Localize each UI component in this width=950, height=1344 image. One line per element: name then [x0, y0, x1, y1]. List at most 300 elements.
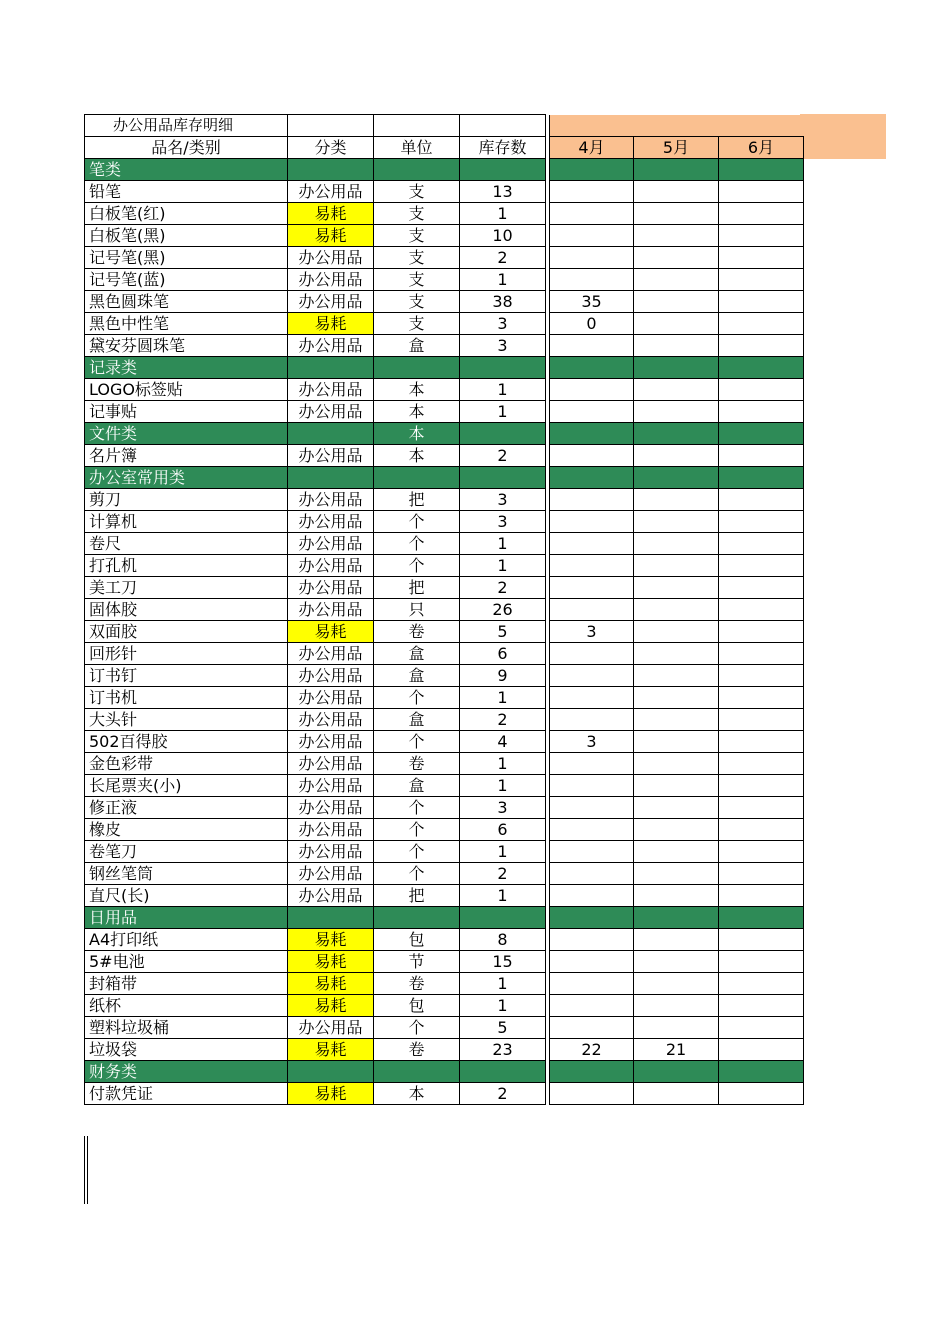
cell-month-4[interactable] — [550, 203, 634, 225]
cell-name[interactable]: 黑色中性笔 — [85, 313, 288, 335]
cell-month-6[interactable] — [719, 379, 804, 401]
cell-stock[interactable]: 2 — [460, 577, 546, 599]
cell-month-6[interactable] — [719, 357, 804, 379]
cell-stock[interactable]: 5 — [460, 621, 546, 643]
cell-category[interactable]: 易耗 — [288, 203, 374, 225]
cell-category[interactable]: 办公用品 — [288, 841, 374, 863]
cell-category[interactable] — [288, 159, 374, 181]
cell-category[interactable]: 办公用品 — [288, 511, 374, 533]
title-cell-category[interactable] — [288, 115, 374, 137]
cell-month-6[interactable] — [719, 643, 804, 665]
cell-month-6[interactable] — [719, 599, 804, 621]
cell-stock[interactable] — [460, 1061, 546, 1083]
cell-category[interactable]: 办公用品 — [288, 555, 374, 577]
cell-name[interactable]: A4打印纸 — [85, 929, 288, 951]
cell-name[interactable]: 封箱带 — [85, 973, 288, 995]
cell-month-5[interactable] — [634, 863, 719, 885]
cell-stock[interactable]: 1 — [460, 555, 546, 577]
cell-month-5[interactable] — [634, 907, 719, 929]
cell-unit[interactable]: 卷 — [374, 753, 460, 775]
cell-month-6[interactable] — [719, 313, 804, 335]
cell-category[interactable]: 办公用品 — [288, 599, 374, 621]
cell-month-5[interactable] — [634, 819, 719, 841]
cell-category[interactable]: 办公用品 — [288, 643, 374, 665]
cell-month-6[interactable] — [719, 841, 804, 863]
cell-month-5[interactable]: 21 — [634, 1039, 719, 1061]
cell-month-4[interactable] — [550, 555, 634, 577]
cell-unit[interactable]: 支 — [374, 269, 460, 291]
cell-month-6[interactable] — [719, 269, 804, 291]
cell-category[interactable] — [288, 357, 374, 379]
cell-name[interactable]: 美工刀 — [85, 577, 288, 599]
cell-month-5[interactable] — [634, 643, 719, 665]
cell-month-5[interactable] — [634, 379, 719, 401]
cell-category[interactable]: 办公用品 — [288, 709, 374, 731]
cell-month-5[interactable] — [634, 335, 719, 357]
cell-unit[interactable]: 支 — [374, 225, 460, 247]
cell-month-6[interactable] — [719, 489, 804, 511]
cell-name[interactable]: 剪刀 — [85, 489, 288, 511]
cell-month-5[interactable] — [634, 885, 719, 907]
cell-month-5[interactable] — [634, 467, 719, 489]
title-cell-stock[interactable] — [460, 115, 546, 137]
cell-name[interactable]: 金色彩带 — [85, 753, 288, 775]
cell-month-6[interactable] — [719, 401, 804, 423]
cell-name[interactable]: 订书机 — [85, 687, 288, 709]
cell-name[interactable]: 长尾票夹(小) — [85, 775, 288, 797]
cell-category[interactable]: 办公用品 — [288, 731, 374, 753]
cell-month-5[interactable] — [634, 401, 719, 423]
cell-month-4[interactable] — [550, 511, 634, 533]
cell-month-6[interactable] — [719, 1039, 804, 1061]
cell-unit[interactable]: 盒 — [374, 335, 460, 357]
cell-month-4[interactable]: 3 — [550, 731, 634, 753]
cell-month-4[interactable] — [550, 599, 634, 621]
cell-unit[interactable] — [374, 159, 460, 181]
cell-month-4[interactable] — [550, 753, 634, 775]
cell-month-4[interactable] — [550, 775, 634, 797]
cell-name[interactable]: 铅笔 — [85, 181, 288, 203]
cell-unit[interactable]: 个 — [374, 819, 460, 841]
cell-month-6[interactable] — [719, 445, 804, 467]
cell-month-5[interactable] — [634, 973, 719, 995]
cell-stock[interactable] — [460, 159, 546, 181]
cell-month-6[interactable] — [719, 665, 804, 687]
cell-name[interactable]: 垃圾袋 — [85, 1039, 288, 1061]
cell-stock[interactable] — [460, 423, 546, 445]
cell-month-5[interactable] — [634, 313, 719, 335]
cell-unit[interactable]: 节 — [374, 951, 460, 973]
cell-month-5[interactable] — [634, 1017, 719, 1039]
cell-stock[interactable]: 1 — [460, 533, 546, 555]
cell-category[interactable] — [288, 467, 374, 489]
cell-category[interactable]: 办公用品 — [288, 181, 374, 203]
cell-month-5[interactable] — [634, 753, 719, 775]
cell-unit[interactable]: 个 — [374, 731, 460, 753]
cell-unit[interactable]: 把 — [374, 577, 460, 599]
cell-month-4[interactable] — [550, 973, 634, 995]
cell-month-5[interactable] — [634, 203, 719, 225]
cell-name[interactable]: 记事贴 — [85, 401, 288, 423]
cell-name[interactable]: 记号笔(黑) — [85, 247, 288, 269]
cell-month-5[interactable] — [634, 731, 719, 753]
cell-category[interactable]: 易耗 — [288, 951, 374, 973]
cell-month-5[interactable] — [634, 445, 719, 467]
cell-month-6[interactable] — [719, 533, 804, 555]
cell-month-5[interactable] — [634, 489, 719, 511]
cell-month-6[interactable] — [719, 709, 804, 731]
cell-category[interactable]: 易耗 — [288, 1083, 374, 1105]
cell-month-4[interactable] — [550, 907, 634, 929]
cell-name[interactable]: 卷尺 — [85, 533, 288, 555]
cell-month-4[interactable] — [550, 401, 634, 423]
cell-name[interactable]: 双面胶 — [85, 621, 288, 643]
cell-unit[interactable]: 本 — [374, 445, 460, 467]
cell-name[interactable]: 5#电池 — [85, 951, 288, 973]
cell-unit[interactable]: 支 — [374, 313, 460, 335]
cell-month-4[interactable] — [550, 247, 634, 269]
cell-name[interactable]: 文件类 — [85, 423, 288, 445]
cell-unit[interactable]: 盒 — [374, 709, 460, 731]
cell-category[interactable]: 易耗 — [288, 929, 374, 951]
cell-unit[interactable]: 个 — [374, 797, 460, 819]
cell-unit[interactable]: 把 — [374, 489, 460, 511]
cell-name[interactable]: 订书钉 — [85, 665, 288, 687]
cell-category[interactable] — [288, 907, 374, 929]
cell-unit[interactable]: 卷 — [374, 973, 460, 995]
cell-category[interactable]: 办公用品 — [288, 819, 374, 841]
cell-unit[interactable]: 盒 — [374, 643, 460, 665]
cell-month-4[interactable] — [550, 643, 634, 665]
cell-unit[interactable]: 本 — [374, 1083, 460, 1105]
cell-category[interactable]: 易耗 — [288, 225, 374, 247]
cell-category[interactable]: 办公用品 — [288, 1017, 374, 1039]
cell-name[interactable]: 办公室常用类 — [85, 467, 288, 489]
cell-unit[interactable]: 盒 — [374, 775, 460, 797]
cell-name[interactable]: 财务类 — [85, 1061, 288, 1083]
cell-name[interactable]: 付款凭证 — [85, 1083, 288, 1105]
cell-stock[interactable]: 2 — [460, 709, 546, 731]
cell-category[interactable]: 办公用品 — [288, 775, 374, 797]
cell-category[interactable] — [288, 1061, 374, 1083]
cell-month-5[interactable] — [634, 247, 719, 269]
cell-month-4[interactable] — [550, 1061, 634, 1083]
cell-category[interactable]: 办公用品 — [288, 665, 374, 687]
cell-month-5[interactable] — [634, 533, 719, 555]
cell-month-6[interactable] — [719, 621, 804, 643]
cell-category[interactable]: 易耗 — [288, 313, 374, 335]
cell-category[interactable]: 办公用品 — [288, 291, 374, 313]
cell-month-4[interactable] — [550, 819, 634, 841]
cell-stock[interactable]: 1 — [460, 401, 546, 423]
cell-unit[interactable]: 个 — [374, 511, 460, 533]
cell-stock[interactable] — [460, 907, 546, 929]
cell-name[interactable]: 白板笔(黑) — [85, 225, 288, 247]
cell-name[interactable]: 纸杯 — [85, 995, 288, 1017]
title-cell-unit[interactable] — [374, 115, 460, 137]
cell-month-6[interactable] — [719, 1061, 804, 1083]
cell-unit[interactable]: 卷 — [374, 1039, 460, 1061]
cell-month-5[interactable] — [634, 797, 719, 819]
cell-stock[interactable]: 1 — [460, 753, 546, 775]
cell-stock[interactable]: 3 — [460, 797, 546, 819]
cell-month-6[interactable] — [719, 159, 804, 181]
cell-month-4[interactable] — [550, 665, 634, 687]
cell-month-6[interactable] — [719, 973, 804, 995]
cell-month-4[interactable] — [550, 797, 634, 819]
cell-category[interactable]: 办公用品 — [288, 489, 374, 511]
cell-month-5[interactable] — [634, 511, 719, 533]
cell-stock[interactable]: 1 — [460, 973, 546, 995]
cell-stock[interactable] — [460, 467, 546, 489]
cell-name[interactable]: 502百得胶 — [85, 731, 288, 753]
cell-month-5[interactable] — [634, 775, 719, 797]
cell-month-6[interactable] — [719, 555, 804, 577]
cell-month-5[interactable] — [634, 687, 719, 709]
cell-category[interactable] — [288, 423, 374, 445]
cell-month-5[interactable] — [634, 577, 719, 599]
cell-category[interactable]: 办公用品 — [288, 687, 374, 709]
cell-name[interactable]: 记号笔(蓝) — [85, 269, 288, 291]
cell-stock[interactable]: 13 — [460, 181, 546, 203]
cell-month-6[interactable] — [719, 247, 804, 269]
cell-month-6[interactable] — [719, 577, 804, 599]
cell-month-6[interactable] — [719, 511, 804, 533]
cell-month-6[interactable] — [719, 687, 804, 709]
cell-name[interactable]: LOGO标签贴 — [85, 379, 288, 401]
cell-month-4[interactable]: 3 — [550, 621, 634, 643]
cell-stock[interactable]: 1 — [460, 203, 546, 225]
cell-category[interactable]: 办公用品 — [288, 379, 374, 401]
cell-name[interactable]: 橡皮 — [85, 819, 288, 841]
cell-name[interactable]: 黑色圆珠笔 — [85, 291, 288, 313]
cell-name[interactable]: 钢丝笔筒 — [85, 863, 288, 885]
cell-month-5[interactable] — [634, 841, 719, 863]
cell-month-4[interactable] — [550, 357, 634, 379]
cell-stock[interactable]: 1 — [460, 775, 546, 797]
cell-category[interactable]: 办公用品 — [288, 753, 374, 775]
cell-month-4[interactable] — [550, 423, 634, 445]
cell-unit[interactable]: 卷 — [374, 621, 460, 643]
cell-unit[interactable]: 支 — [374, 247, 460, 269]
cell-month-4[interactable] — [550, 1083, 634, 1105]
cell-month-6[interactable] — [719, 995, 804, 1017]
cell-stock[interactable]: 26 — [460, 599, 546, 621]
cell-category[interactable]: 办公用品 — [288, 445, 374, 467]
cell-month-6[interactable] — [719, 203, 804, 225]
cell-unit[interactable]: 支 — [374, 181, 460, 203]
cell-category[interactable]: 办公用品 — [288, 797, 374, 819]
cell-month-6[interactable] — [719, 1083, 804, 1105]
cell-month-5[interactable] — [634, 291, 719, 313]
cell-month-6[interactable] — [719, 1017, 804, 1039]
cell-month-4[interactable] — [550, 181, 634, 203]
cell-category[interactable]: 易耗 — [288, 621, 374, 643]
cell-stock[interactable] — [460, 357, 546, 379]
cell-name[interactable]: 记录类 — [85, 357, 288, 379]
cell-category[interactable]: 办公用品 — [288, 885, 374, 907]
cell-unit[interactable]: 把 — [374, 885, 460, 907]
cell-month-4[interactable] — [550, 269, 634, 291]
cell-unit[interactable]: 个 — [374, 863, 460, 885]
cell-month-4[interactable] — [550, 379, 634, 401]
cell-month-4[interactable] — [550, 929, 634, 951]
cell-month-5[interactable] — [634, 555, 719, 577]
cell-category[interactable]: 易耗 — [288, 995, 374, 1017]
cell-unit[interactable] — [374, 357, 460, 379]
cell-month-6[interactable] — [719, 225, 804, 247]
cell-unit[interactable]: 包 — [374, 995, 460, 1017]
cell-name[interactable]: 黛安芬圆珠笔 — [85, 335, 288, 357]
cell-unit[interactable] — [374, 467, 460, 489]
cell-name[interactable]: 打孔机 — [85, 555, 288, 577]
cell-stock[interactable]: 1 — [460, 841, 546, 863]
cell-unit[interactable]: 个 — [374, 687, 460, 709]
cell-month-5[interactable] — [634, 995, 719, 1017]
cell-month-4[interactable]: 35 — [550, 291, 634, 313]
cell-category[interactable]: 办公用品 — [288, 401, 374, 423]
cell-month-6[interactable] — [719, 467, 804, 489]
cell-name[interactable]: 回形针 — [85, 643, 288, 665]
cell-name[interactable]: 大头针 — [85, 709, 288, 731]
cell-month-5[interactable] — [634, 929, 719, 951]
cell-month-4[interactable] — [550, 995, 634, 1017]
cell-stock[interactable]: 1 — [460, 379, 546, 401]
cell-name[interactable]: 修正液 — [85, 797, 288, 819]
cell-unit[interactable]: 支 — [374, 291, 460, 313]
cell-month-4[interactable] — [550, 335, 634, 357]
cell-month-4[interactable] — [550, 687, 634, 709]
cell-month-4[interactable] — [550, 863, 634, 885]
cell-month-4[interactable] — [550, 159, 634, 181]
cell-month-5[interactable] — [634, 1061, 719, 1083]
cell-unit[interactable]: 本 — [374, 379, 460, 401]
cell-category[interactable]: 办公用品 — [288, 577, 374, 599]
cell-name[interactable]: 卷笔刀 — [85, 841, 288, 863]
cell-unit[interactable]: 本 — [374, 423, 460, 445]
cell-name[interactable]: 笔类 — [85, 159, 288, 181]
cell-stock[interactable]: 9 — [460, 665, 546, 687]
cell-month-6[interactable] — [719, 929, 804, 951]
cell-name[interactable]: 塑料垃圾桶 — [85, 1017, 288, 1039]
cell-name[interactable]: 直尺(长) — [85, 885, 288, 907]
cell-unit[interactable]: 个 — [374, 841, 460, 863]
cell-month-5[interactable] — [634, 621, 719, 643]
cell-stock[interactable]: 8 — [460, 929, 546, 951]
cell-month-6[interactable] — [719, 753, 804, 775]
cell-stock[interactable]: 3 — [460, 313, 546, 335]
cell-month-5[interactable] — [634, 1083, 719, 1105]
cell-unit[interactable]: 个 — [374, 1017, 460, 1039]
cell-month-6[interactable] — [719, 291, 804, 313]
cell-month-6[interactable] — [719, 335, 804, 357]
cell-stock[interactable]: 6 — [460, 819, 546, 841]
cell-month-4[interactable] — [550, 489, 634, 511]
cell-stock[interactable]: 1 — [460, 885, 546, 907]
cell-month-6[interactable] — [719, 797, 804, 819]
cell-unit[interactable] — [374, 1061, 460, 1083]
cell-month-5[interactable] — [634, 269, 719, 291]
cell-month-6[interactable] — [719, 775, 804, 797]
cell-stock[interactable]: 6 — [460, 643, 546, 665]
cell-month-5[interactable] — [634, 423, 719, 445]
cell-month-4[interactable] — [550, 577, 634, 599]
cell-unit[interactable]: 个 — [374, 555, 460, 577]
cell-month-6[interactable] — [719, 885, 804, 907]
cell-month-4[interactable] — [550, 533, 634, 555]
cell-stock[interactable]: 3 — [460, 511, 546, 533]
cell-month-4[interactable] — [550, 885, 634, 907]
cell-month-6[interactable] — [719, 181, 804, 203]
cell-name[interactable]: 计算机 — [85, 511, 288, 533]
cell-category[interactable]: 易耗 — [288, 1039, 374, 1061]
cell-month-4[interactable] — [550, 467, 634, 489]
cell-stock[interactable]: 1 — [460, 995, 546, 1017]
cell-category[interactable]: 办公用品 — [288, 247, 374, 269]
cell-stock[interactable]: 10 — [460, 225, 546, 247]
cell-unit[interactable]: 个 — [374, 533, 460, 555]
cell-unit[interactable]: 支 — [374, 203, 460, 225]
cell-stock[interactable]: 15 — [460, 951, 546, 973]
cell-category[interactable]: 办公用品 — [288, 269, 374, 291]
cell-category[interactable]: 办公用品 — [288, 335, 374, 357]
cell-stock[interactable]: 3 — [460, 489, 546, 511]
cell-month-5[interactable] — [634, 665, 719, 687]
cell-stock[interactable]: 38 — [460, 291, 546, 313]
cell-unit[interactable]: 盒 — [374, 665, 460, 687]
cell-month-5[interactable] — [634, 709, 719, 731]
cell-name[interactable]: 名片簿 — [85, 445, 288, 467]
cell-month-5[interactable] — [634, 181, 719, 203]
cell-stock[interactable]: 5 — [460, 1017, 546, 1039]
cell-stock[interactable]: 1 — [460, 687, 546, 709]
cell-month-4[interactable] — [550, 1017, 634, 1039]
cell-unit[interactable]: 包 — [374, 929, 460, 951]
cell-category[interactable]: 易耗 — [288, 973, 374, 995]
cell-month-6[interactable] — [719, 951, 804, 973]
cell-unit[interactable]: 本 — [374, 401, 460, 423]
cell-month-6[interactable] — [719, 863, 804, 885]
cell-stock[interactable]: 4 — [460, 731, 546, 753]
cell-stock[interactable]: 2 — [460, 247, 546, 269]
cell-category[interactable]: 办公用品 — [288, 533, 374, 555]
cell-month-4[interactable] — [550, 225, 634, 247]
cell-name[interactable]: 固体胶 — [85, 599, 288, 621]
cell-name[interactable]: 白板笔(红) — [85, 203, 288, 225]
cell-month-4[interactable]: 0 — [550, 313, 634, 335]
cell-stock[interactable]: 2 — [460, 1083, 546, 1105]
cell-unit[interactable]: 只 — [374, 599, 460, 621]
cell-name[interactable]: 日用品 — [85, 907, 288, 929]
cell-month-4[interactable] — [550, 709, 634, 731]
cell-category[interactable]: 办公用品 — [288, 863, 374, 885]
cell-month-6[interactable] — [719, 731, 804, 753]
cell-stock[interactable]: 1 — [460, 269, 546, 291]
cell-unit[interactable] — [374, 907, 460, 929]
cell-month-4[interactable] — [550, 445, 634, 467]
cell-month-6[interactable] — [719, 423, 804, 445]
cell-stock[interactable]: 23 — [460, 1039, 546, 1061]
cell-month-4[interactable] — [550, 841, 634, 863]
cell-month-5[interactable] — [634, 225, 719, 247]
cell-month-5[interactable] — [634, 357, 719, 379]
cell-stock[interactable]: 2 — [460, 863, 546, 885]
cell-month-5[interactable] — [634, 951, 719, 973]
cell-month-6[interactable] — [719, 819, 804, 841]
cell-month-6[interactable] — [719, 907, 804, 929]
cell-month-4[interactable]: 22 — [550, 1039, 634, 1061]
cell-stock[interactable]: 2 — [460, 445, 546, 467]
